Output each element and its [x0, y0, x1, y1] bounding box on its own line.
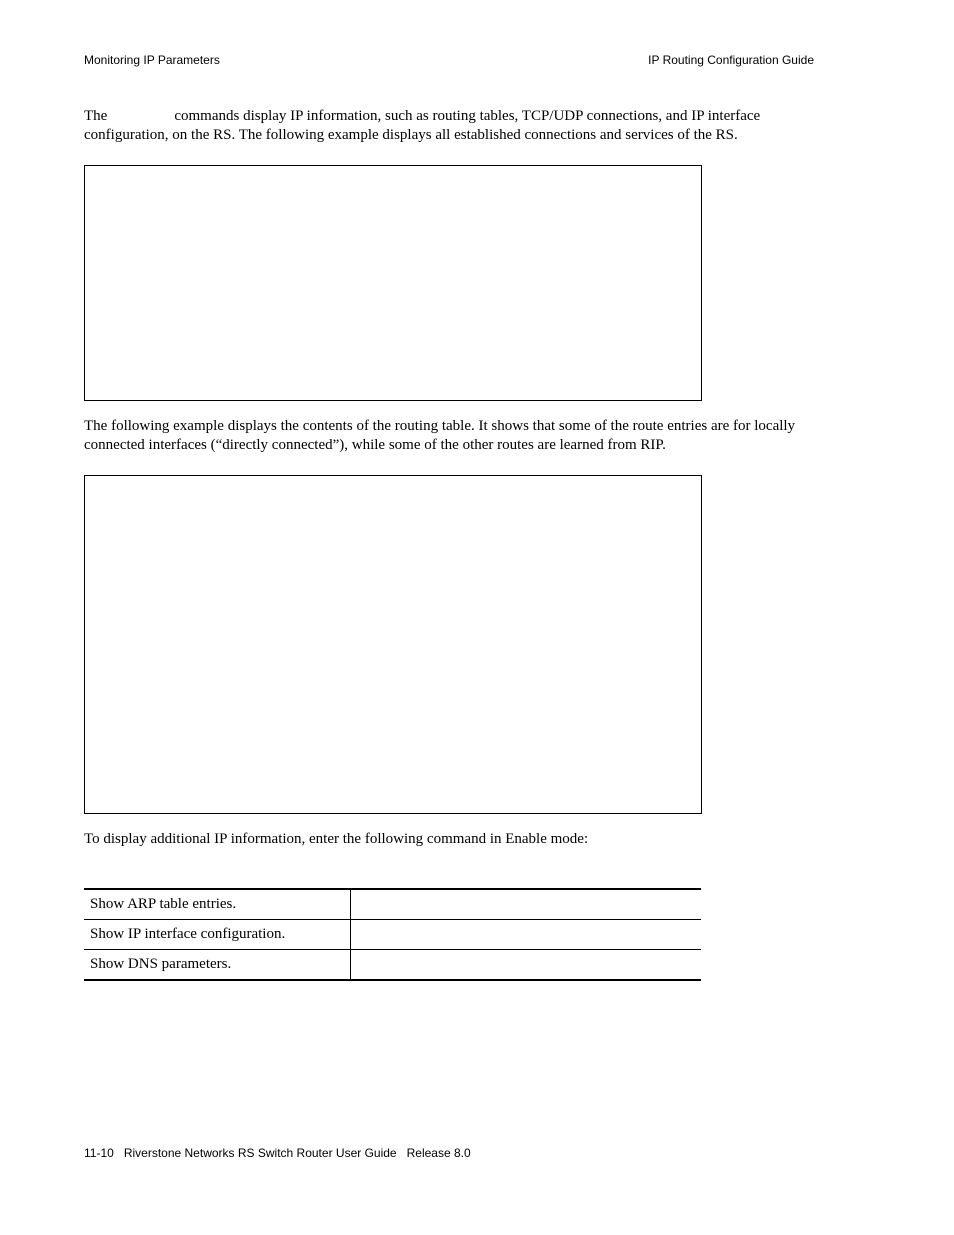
command-description: Show IP interface configuration.	[84, 920, 351, 950]
page-number: 11-10	[84, 1146, 114, 1160]
routing-intro-paragraph	[84, 417, 824, 455]
intro-line-2: configuration, on the RS. The following example displays all established connections and services of the RS.	[84, 127, 738, 143]
command-cell	[351, 920, 702, 950]
command-cell	[351, 889, 702, 920]
intro-line-1	[84, 107, 824, 126]
page-footer	[84, 1146, 471, 1160]
routing-intro-line-2: connected interfaces (“directly connected”), while some of the other routes are learned from RIP.	[84, 437, 666, 453]
command-intro-text: To display additional IP information, enter the following command in Enable mode:	[84, 831, 589, 847]
command-table	[84, 888, 701, 981]
routing-table-example-box	[84, 475, 702, 814]
table-row	[84, 889, 701, 920]
running-header-left: Monitoring IP Parameters	[84, 53, 220, 67]
intro-line-1-start: The	[84, 108, 108, 124]
footer-title: Riverstone Networks RS Switch Router User Guide	[123, 1146, 397, 1160]
table-row	[84, 920, 701, 950]
footer-release: Release 8.0	[406, 1146, 471, 1160]
connections-example-box	[84, 165, 702, 401]
command-intro-paragraph	[84, 830, 824, 849]
intro-line-1-end: commands display IP information, such as routing tables, TCP/UDP connections, and IP interface	[174, 108, 761, 124]
intro-paragraph	[84, 107, 824, 145]
routing-intro-line-1: The following example displays the contents of the routing table. It shows that some of the route entries are for locally	[84, 418, 796, 434]
command-description: Show DNS parameters.	[84, 950, 351, 981]
running-header-right: IP Routing Configuration Guide	[648, 53, 814, 67]
command-cell	[351, 950, 702, 981]
table-row	[84, 950, 701, 981]
command-description: Show ARP table entries.	[84, 889, 351, 920]
